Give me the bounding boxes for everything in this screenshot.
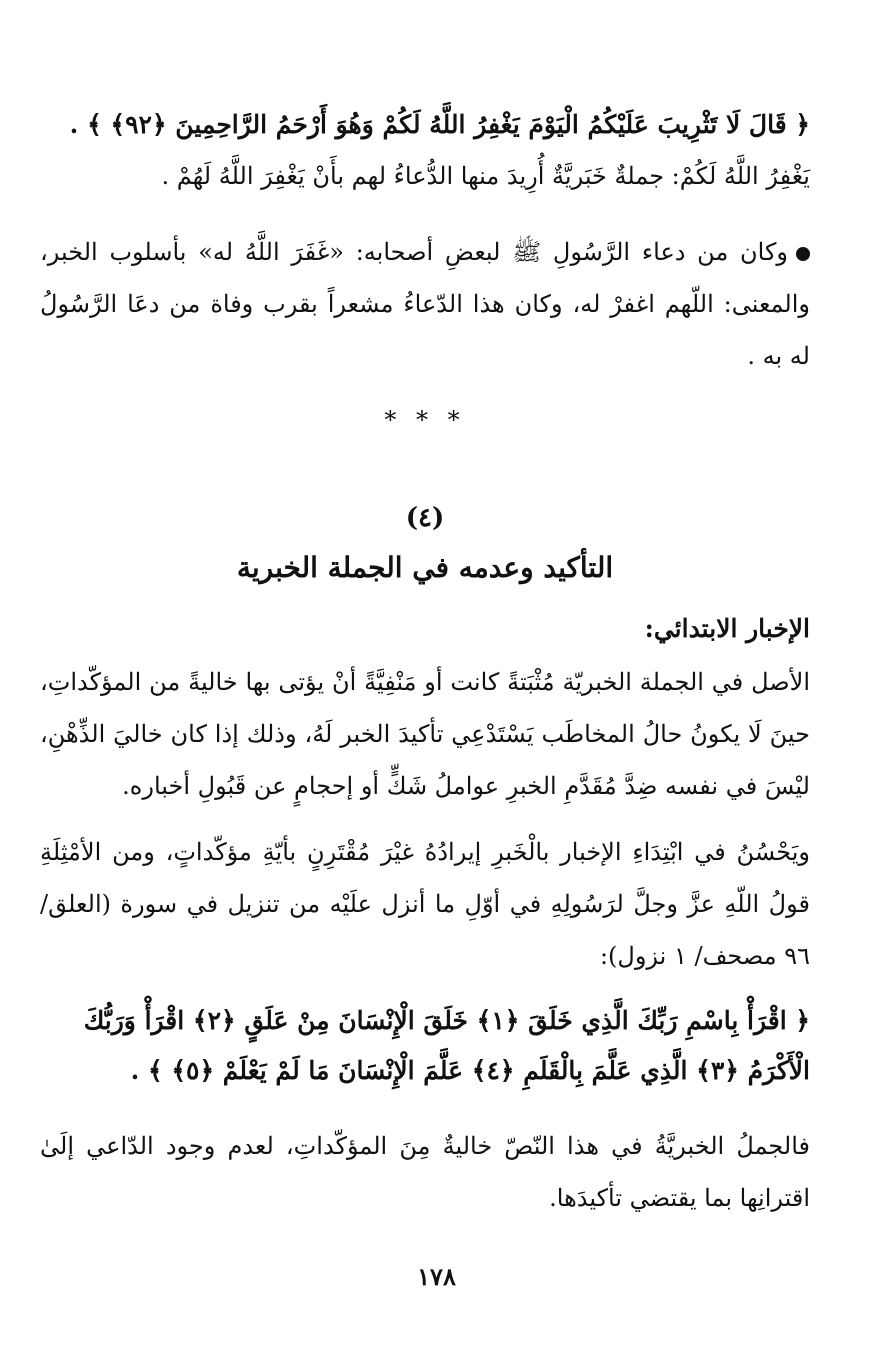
quran-verse-yusuf: ﴿ قَالَ لَا تَثْرِيبَ عَلَيْكُمُ الْيَوْمَ يَغْفِرُ اللَّهُ لَكُمْ وَهُوَ أَرْحَمُ الرَّاحِمِينَ ﴿٩٢﴾ ﴾ .: [69, 110, 810, 139]
paragraph-primary-assertion: الأصل في الجملة الخبريّة مُثْبَتةً كانت أو مَنْفِيَّةً أنْ يؤتى بها خاليةً من المؤكّداتِ، حينَ لَا يكونُ حالُ المخاطَب يَسْتَدْعِي تأكيدَ الخبر لَهُ، وذلك إذا كان خاليَ الذِّهْنِ، ليْسَ في نفسه ضِدَّ مُقَدَّمِ الخبرِ عواملُ شَكٍّ أو إحجامٍ عن قَبُولِ أخباره.: [40, 668, 810, 800]
section-separator: * * *: [384, 406, 466, 434]
quran-verse-alaq: ﴿ اقْرَأْ بِاسْمِ رَبِّكَ الَّذِي خَلَقَ ﴿١﴾ خَلَقَ الْإِنْسَانَ مِنْ عَلَقٍ ﴿٢﴾ اقْرَأْ وَرَبُّكَ الْأَكْرَمُ ﴿٣﴾ الَّذِي عَلَّمَ بِالْقَلَمِ ﴿٤﴾ عَلَّمَ الْإِنْسَانَ مَا لَمْ يَعْلَمْ ﴿٥﴾ ﴾ .: [83, 1006, 810, 1085]
page-body: [40, 100, 810, 1224]
section-number: (٤): [405, 503, 445, 533]
verse-explanation: يَغْفِرُ اللَّهُ لَكُمْ: جملةٌ خَبَريَّةٌ أُرِيدَ منها الدُّعاءُ لهم بأَنْ يَغْفِرَ اللَّهُ لَهُمْ .: [161, 162, 810, 190]
page-number: ١٧٨: [417, 1262, 456, 1291]
example-paragraph: [40, 226, 810, 382]
section-title: التأكيد وعدمه في الجملة الخبرية: [236, 551, 614, 584]
paragraph-conclusion: فالجملُ الخبريَّةُ في هذا النّصّ خاليةٌ مِنَ المؤكّداتِ، لعدم وجود الدّاعي إلَىٰ اقترانِها بما يقتضي تأكيدَها.: [40, 1132, 810, 1212]
paragraph-example-intro: ويَحْسُنُ في ابْتِدَاءِ الإخبار بالْخَبرِ إيرادُهُ غيْرَ مُقْتَرِنٍ بأيّةِ مؤكّداتٍ، ومن الأمْثِلَةِ قولُ اللّهِ عزَّ وجلَّ لرَسُولِهِ في أوّلِ ما أنزل علَيْه من تنزيل في سورة (العلق/ ٩٦ مصحف/ ١ نزول):: [40, 838, 810, 970]
example-paragraph-text: وكان من دعاء الرَّسُولِ ﷺ لبعضِ أصحابه: «غَفَرَ اللَّهُ له» بأسلوب الخبر، والمعنى: اللّهم اغفرْ له، وكان هذا الدّعاءُ مشعراً بقرب وفاة من دعَا الرَّسُولُ له به .: [40, 238, 810, 370]
subheading: الإخبار الابتدائي:: [644, 614, 810, 643]
bullet-icon: [796, 247, 810, 261]
